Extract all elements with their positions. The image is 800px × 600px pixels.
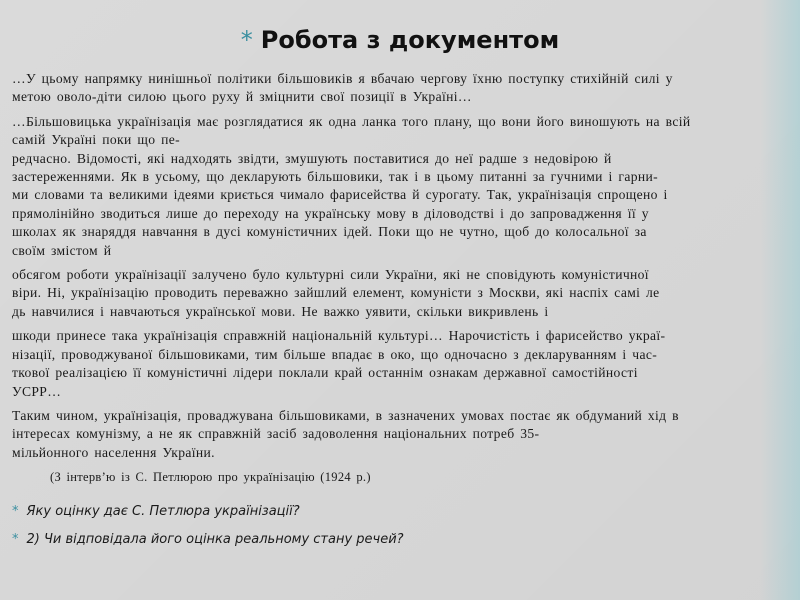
text-line: УСРР… (12, 383, 62, 399)
text-line: …Більшовицька українізація має розглядатися як одна ланка того плану, що вони його виношують на всій (12, 113, 691, 129)
text-line: нізації, проводжуваної більшовиками, тим більше впадає в око, що одночасно з декларуванням і час- (12, 346, 658, 362)
text-line: метою оволо-діти силою цього руху й зміцнити свої позиції в Україні… (12, 89, 472, 105)
questions-list (12, 504, 772, 560)
slide-title-text: Робота з документом (260, 26, 560, 54)
paragraph-3 (12, 150, 792, 260)
text-line: дь навчилися і навчаються української мови. Не важко уявити, скільки викривлень і (12, 303, 549, 319)
source-citation: (З інтерв’ю із С. Петлюрою про українізацію (1924 р.) (50, 470, 371, 485)
question-item (12, 532, 772, 547)
paragraph-1 (12, 70, 792, 107)
bullet-star-icon: * (12, 504, 19, 519)
bullet-star-icon: * (12, 532, 19, 547)
text-line: своїм змістом й (12, 242, 112, 258)
text-line: самій Україні поки що пе- (12, 132, 180, 148)
text-line: віри. Ні, українізацію проводить переважно зайшлий елемент, комуністи з Москви, які наспіх самі ле (12, 285, 660, 301)
text-line: шкоди принесе така українізація справжній національній культурі… Нарочистість і фарисейство украї- (12, 328, 666, 344)
text-line: школах як знаряддя навчання в дусі комуністичних ідей. Поки що не чутно, щоб до колосальної за (12, 224, 647, 240)
text-line: ми словами та великими ідеями криється чимало фарисейства й сурогату. Так, українізація спрощено і (12, 187, 668, 203)
text-line: Таким чином, українізація, проваджувана більшовиками, в зазначених умовах постає як обдуманий хід в (12, 407, 679, 423)
paragraph-6 (12, 407, 792, 462)
question-text: Яку оцінку дає С. Петлюра українізації? (26, 504, 300, 519)
bullet-star-icon: * (240, 26, 253, 54)
text-line: прямолінійно зводиться лише до переходу на українську мову в діловодстві і до запровадження її у (12, 205, 649, 221)
paragraph-5 (12, 327, 792, 401)
document-excerpt (12, 70, 792, 487)
text-line: мільйонного населення України. (12, 444, 215, 460)
paragraph-2 (12, 113, 792, 150)
text-line: обсягом роботи українізації залучено було культурні сили України, які не сповідують комуністичної (12, 267, 649, 283)
text-line: інтересах комунізму, а не як справжній засіб задоволення національних потреб 35- (12, 426, 540, 442)
text-line: ткової реалізацією її комуністичні лідери поклали край останнім ознакам державної самостійності (12, 365, 638, 381)
text-line: застереженнями. Як в усьому, що декларують більшовики, так і в цьому питанні за гучними і гарни- (12, 169, 658, 185)
question-text: 2) Чи відповідала його оцінка реальному стану речей? (26, 532, 404, 547)
text-line: редчасно. Відомості, які надходять звідти, змушують поставитися до неї радше з недовірою й (12, 150, 612, 166)
text-line: …У цьому напрямку нинішньої політики більшовиків я вбачаю чергову їхню поступку стихійній силі у (12, 71, 673, 86)
slide-title (0, 26, 800, 54)
question-item (12, 504, 772, 519)
paragraph-4 (12, 266, 792, 321)
